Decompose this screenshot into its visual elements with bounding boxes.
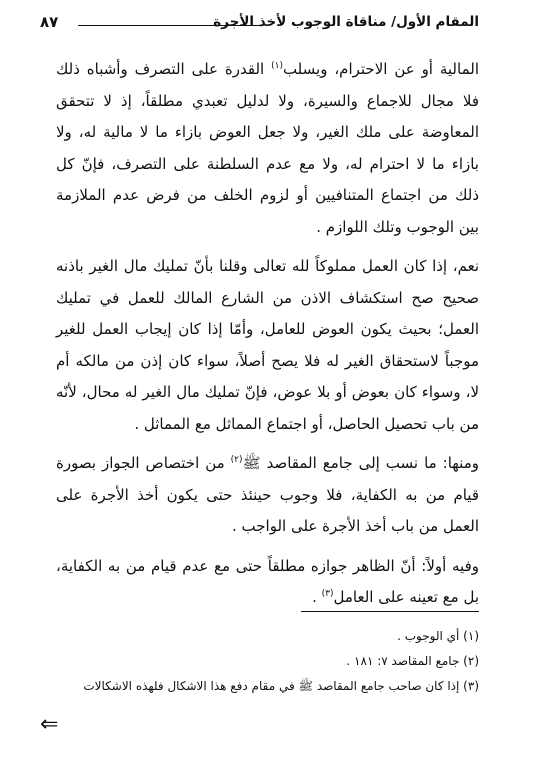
paragraph [56,251,479,440]
paragraph-text: ومنها: ما نسب إلى جامع المقاصد ﷺ [242,454,479,472]
footnote: (٣) إذا كان صاحب جامع المقاصد ﷺ في مقام دفع هذا الاشكال فلهذه الاشكالات [83,679,479,693]
footnote-rule [301,611,479,612]
paragraph [56,551,479,614]
paragraph-text: من اختصاص الجواز بصورة قيام من به الكفاية، فلا وجوب حينئذ حتى يكون أخذ الأجرة على العمل من باب أخذ الأجرة على الواجب . [56,454,479,535]
footnote: (٢) جامع المقاصد ٧: ١٨١ . [346,654,479,668]
paragraph-text: . [312,588,322,606]
footnotes [56,624,479,699]
paragraph-text: المالية أو عن الاحترام، ويسلب [282,60,479,78]
footnote-ref: (٣) [321,589,334,599]
footnote-ref: (١) [271,61,283,71]
paragraph-text: القدرة على التصرف وأشباه ذلك فلا مجال للاجماع والسيرة، ولا لدليل تعبدي مطلقاً، إذ لا تتحقق المعاوضة على ملك الغير، ولا جعل العوض بازاء ما لا مالية له، ولا بازاء ما لا احترام له، ولا مع عدم السلطنة على التصرف، فإنّ كل ذلك من اجتماع المتنافيين أو لزوم الخلف من فرض عدم الملازمة بين الوجوب وتلك اللوازم . [56,60,479,236]
footnote-ref: (٢) [230,455,243,465]
paragraph [56,54,479,243]
continue-arrow-icon: ⇐ [40,712,59,737]
running-head: المقام الأول/ مناقاة الوجوب لأخذ الأجرة [213,14,479,30]
page-header [40,14,479,40]
paragraph [56,448,479,543]
page-number: ٨٧ [40,13,59,31]
paragraph-text: وفيه أولاً: أنّ الظاهر جوازه مطلقاً حتى مع عدم قيام من به الكفاية، بل مع تعينه على العامل [56,556,479,606]
paragraph-text: نعم، إذا كان العمل مملوكاً لله تعالى وقلنا بأنّ تمليك مال الغير باذنه صحيح صح استكشاف الاذن من الشارع المالك للعمل في تمليك العمل؛ بحيث يكون العوض للعامل، وأمّا إذا كان إيجاب العمل للغير موجباً لاستحقاق الغير له فلا يصح أصلاً، سواء كان إذن من مالكه أم لا، وسواء كان بعوض أو بلا عوض، فإنّ تمليك مال الغير له محال، لأنّه من باب تحصيل الحاصل، أو اجتماع المماثل مع المماثل . [56,257,479,433]
body-text [56,54,479,622]
footnote: (١) أي الوجوب . [397,629,479,643]
